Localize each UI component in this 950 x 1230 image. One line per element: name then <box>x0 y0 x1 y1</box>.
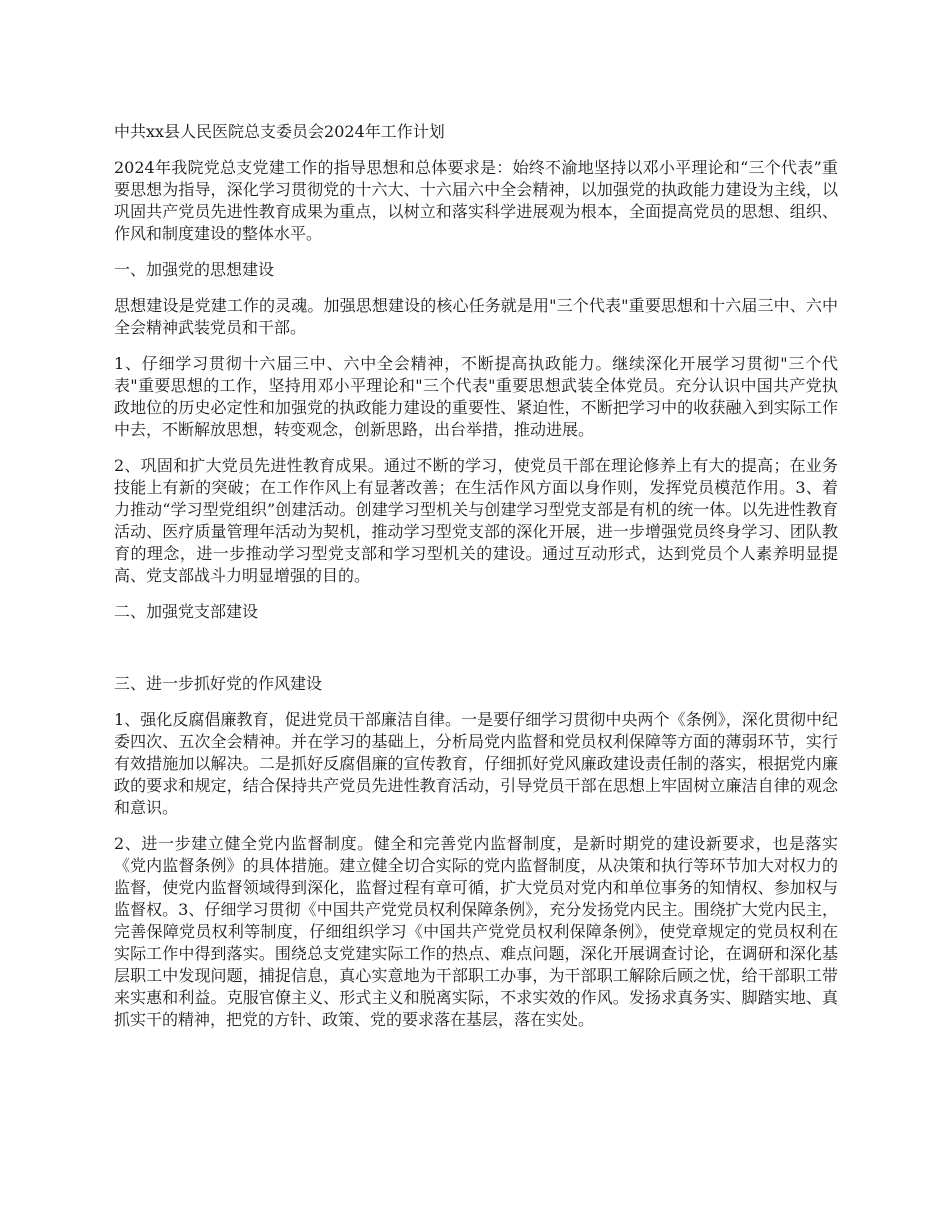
intro-paragraph: 2024年我院党总支党建工作的指导思想和总体要求是：始终不渝地坚持以邓小平理论和“三个代表”重要思想为指导，深化学习贯彻党的十六大、十六届六中全会精神，以加强党的执政能力建设为主线，以巩固共产党员先进性教育成果为重点，以树立和落实科学进展观为根本，全面提高党员的思想、组织、作风和制度建设的整体水平。 <box>114 158 838 243</box>
section-paragraph: 2、巩固和扩大党员先进性教育成果。通过不断的学习，使党员干部在理论修养上有大的提高；在业务技能上有新的突破；在工作作风上有显著改善；在生活作风方面以身作则，发挥党员模范作用。3、着力推动“学习型党组织”创建活动。创建学习型机关与创建学习型党支部是有机的统一体。以先进性教育活动、医疗质量管理年活动为契机，推动学习型党支部的深化开展，进一步增强党员终身学习、团队教育的理念，进一步推动学习型党支部和学习型机关的建设。通过互动形式，达到党员个人素养明显提高、党支部战斗力明显增强的目的。 <box>114 456 838 585</box>
section-heading-ideology: 一、加强党的思想建设 <box>114 260 275 279</box>
section-paragraph: 思想建设是党建工作的灵魂。加强思想建设的核心任务就是用"三个代表"重要思想和十六届三中、六中全会精神武装党员和干部。 <box>114 296 838 337</box>
document-title: 中共xx县人民医院总支委员会2024年工作计划 <box>114 122 445 141</box>
section-paragraph: 1、强化反腐倡廉教育，促进党员干部廉洁自律。一是要仔细学习贯彻中央两个《条例》，深化贯彻中纪委四次、五次全会精神。并在学习的基础上，分析局党内监督和党员权利保障等方面的薄弱环节，实行有效措施加以解决。二是抓好反腐倡廉的宣传教育，仔细抓好党风廉政建设责任制的落实，根据党内廉政的要求和规定，结合保持共产党员先进性教育活动，引导党员干部在思想上牢固树立廉洁自律的观念和意识。 <box>114 710 838 817</box>
section-paragraph: 2、进一步建立健全党内监督制度。健全和完善党内监督制度，是新时期党的建设新要求，也是落实《党内监督条例》的具体措施。建立健全切合实际的党内监督制度，从决策和执行等环节加大对权力的监督，使党内监督领域得到深化，监督过程有章可循，扩大党员对党内和单位事务的知情权、参加权与监督权。3、仔细学习贯彻《中国共产党党员权利保障条例》，充分发扬党内民主。围绕扩大党内民主，完善保障党员权利等制度，仔细组织学习《中国共产党党员权利保障条例》，使党章规定的党员权利在实际工作中得到落实。围绕总支党建实际工作的热点、难点问题，深化开展调查讨论，在调研和深化基层职工中发现问题，捕捉信息，真心实意地为干部职工办事，为干部职工解除后顾之忧，给干部职工带来实惠和利益。克服官僚主义、形式主义和脱离实际，不求实效的作风。发扬求真务实、脚踏实地、真抓实干的精神，把党的方针、政策、党的要求落在基层，落在实处。 <box>114 834 838 1029</box>
section-paragraph: 1、仔细学习贯彻十六届三中、六中全会精神，不断提高执政能力。继续深化开展学习贯彻"三个代表"重要思想的工作，坚持用邓小平理论和"三个代表"重要思想武装全体党员。充分认识中国共产党执政地位的历史必定性和加强党的执政能力建设的重要性、紧迫性，不断把学习中的收获融入到实际工作中去，不断解放思想，转变观念，创新思路，出台举措，推动进展。 <box>114 354 838 439</box>
section-heading-style: 三、进一步抓好党的作风建设 <box>114 674 323 693</box>
section-heading-branch: 二、加强党支部建设 <box>114 602 259 621</box>
